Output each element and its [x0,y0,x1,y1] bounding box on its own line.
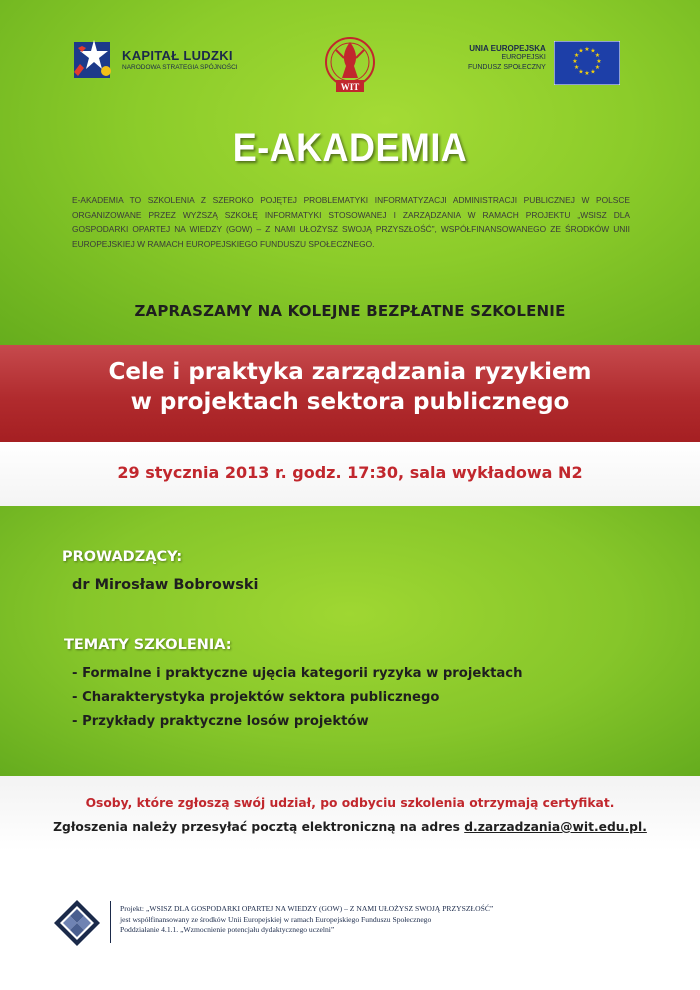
lecturer-label: PROWADZĄCY: [62,549,183,565]
kapital-ludzki-title: KAPITAŁ LUDZKI [122,47,233,63]
svg-text:★: ★ [590,68,596,76]
svg-text:★: ★ [584,46,590,53]
footer-text [120,904,680,936]
lecturer-name: dr Mirosław Bobrowski [72,577,259,593]
email-link[interactable]: d.zarzadzania@wit.edu.pl. [464,820,647,834]
ue-subtitle-2: FUNDUSZ SPOŁECZNY [468,64,546,71]
footer-line-3: Poddziałanie 4.1.1. „Wzmocnienie potencjału dydaktycznego uczelni” [120,925,335,934]
eu-flag-icon [554,41,620,85]
kapital-ludzki-logo [72,38,238,80]
list-item: - Przykłady praktyczne losów projektów [72,714,369,729]
svg-text:★: ★ [594,52,600,59]
list-item: - Formalne i praktyczne ujęcia kategorii ryzyka w projektach [72,666,523,681]
ue-subtitle-1: EUROPEJSKI [501,54,546,61]
intro-paragraph: E-AKADEMIA TO SZKOLENIA Z SZEROKO POJĘTEJ PROBLEMATYKI INFORMATYZACJI ADMINISTRACJI PUBLICZNEJ W POLSCE ORGANIZOWANE PRZEZ WYŻSZĄ SZKOŁĘ INFORMATYKI STOSOWANEJ I ZARZĄDZANIA W RAMACH PROJEKTU „WSISZ DLA GOSPODARKI OPARTEJ NA WIEDZY (GOW) – Z NAMI UŁOŻYSZ SWOJĄ PRZYSZŁOŚĆ”, WSPÓŁFINANSOWANEGO ZE ŚRODKÓW UNII EUROPEJSKIEJ W RAMACH EUROPEJSKIEGO FUNDUSZU SPOŁECZNEGO. [72,195,630,249]
svg-text:★: ★ [573,52,580,59]
wit-logo [314,30,386,105]
footer-line-1: Projekt: „WSISZ DLA GOSPODARKI OPARTEJ NA WIEDZY (GOW) – Z NAMI UŁOŻYSZ SWOJĄ PRZYSZŁOŚĆ” [120,904,494,913]
course-title [0,357,700,417]
footer-line-2: jest współfinansowany ze środków Unii Europejskiej w ramach Europejskiego Funduszu Społecznego [120,914,432,924]
course-title-line-2: w projektach sektora publicznego [130,389,570,415]
page-title: E-AKADEMIA [232,126,468,170]
svg-text:★: ★ [594,64,600,71]
svg-text:★: ★ [573,64,580,71]
topics-label: TEMATY SZKOLENIA: [64,637,232,653]
wsisiz-diamond-icon [52,898,102,948]
footer-divider [110,901,111,943]
course-title-line-1: Cele i praktyka zarządzania ryzykiem [108,359,592,385]
logo-bar [0,0,700,110]
svg-text:★: ★ [572,58,578,65]
registration-text: Zgłoszenia należy przesyłać pocztą elektroniczną na adres [53,820,465,834]
kapital-ludzki-star-icon [72,38,116,80]
registration-note [0,820,700,834]
wit-logo-text: WIT [340,82,360,92]
svg-text:★: ★ [590,47,596,55]
certificate-note: Osoby, które zgłoszą swój udział, po odbyciu szkolenia otrzymają certyfikat. [85,796,615,810]
svg-text:★: ★ [596,58,602,65]
date-and-place: 29 stycznia 2013 r. godz. 17:30, sala wykładowa N2 [117,463,583,482]
ue-logo [468,44,620,85]
svg-text:★: ★ [578,47,584,55]
invite-heading: ZAPRASZAMY NA KOLEJNE BEZPŁATNE SZKOLENIE [134,302,566,320]
ue-title: UNIA EUROPEJSKA [469,44,546,53]
list-item: - Charakterystyka projektów sektora publicznego [72,690,440,705]
svg-text:★: ★ [584,70,590,77]
kapital-ludzki-subtitle: NARODOWA STRATEGIA SPÓJNOŚCI [122,63,238,71]
topics-list [72,665,523,737]
svg-text:★: ★ [578,68,584,76]
